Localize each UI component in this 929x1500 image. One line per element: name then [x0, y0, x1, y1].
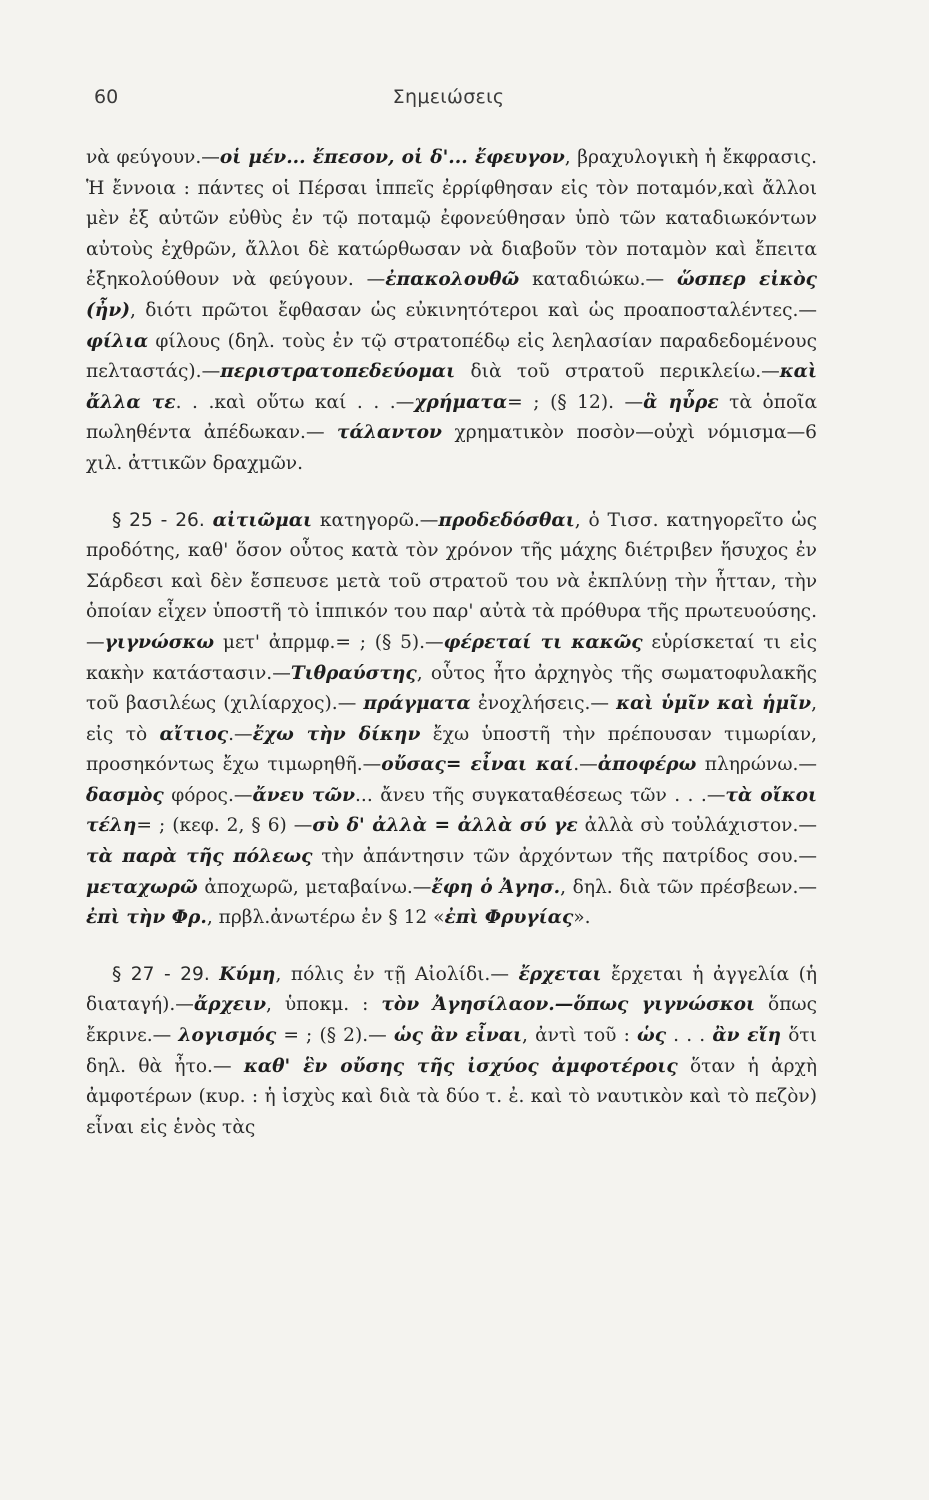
lemma: φέρεταί τι κακῶς — [443, 631, 643, 653]
lemma: ἔφη ὁ Ἀγησ. — [431, 876, 561, 898]
note-paragraph — [86, 143, 817, 480]
gloss-text: ὅτι δηλ. θὰ ἦτο.— — [86, 1025, 817, 1077]
lemma: καὶ ὑμῖν καὶ ἡμῖν — [616, 693, 812, 715]
gloss-text: καταδιώκω.— — [519, 269, 677, 291]
lemma: χρήματα — [414, 391, 508, 413]
gloss-text: χρηματικὸν ποσὸν—οὐχὶ νόμισμα—6 χιλ. ἀττικῶν δραχμῶν. — [86, 422, 817, 474]
gloss-text: ὅταν ἡ ἀρχὴ ἀμφοτέρων (κυρ. : ἡ ἰσχὺς καὶ διὰ τὰ δύο τ. ἐ. καὶ τὸ ναυτικὸν καὶ τὸ πεζὸν) εἶναι εἰς ἑνὸς τὰς — [86, 1055, 817, 1138]
lemma: Κύμη — [219, 963, 276, 985]
notes-body — [86, 143, 817, 1143]
lemma: ἐπὶ τὴν Φρ. — [86, 907, 207, 929]
gloss-text: . . .καὶ οὕτω καί . . .— — [175, 391, 415, 413]
gloss-text: , ὑποκμ. : — [266, 994, 382, 1016]
gloss-text: νὰ φεύγουν.— — [86, 147, 220, 168]
lemma: πράγματα — [363, 693, 471, 715]
gloss-text: τὰ ὁποῖα πωληθέντα ἀπέδωκαν.— — [86, 391, 817, 444]
section-marker: § 27 - 29. — [112, 963, 220, 985]
lemma: Τιθραύστης — [290, 662, 417, 684]
lemma: ἔρχεται — [518, 963, 602, 985]
gloss-text: , βραχυλογικὴ ἡ ἔκφρασις. Ἡ ἔννοια : πάντες οἱ Πέρσαι ἱππεῖς ἐρρίφθησαν εἰς τὸν ποταμόν,καὶ ἄλλοι μὲν ἐξ αὐτῶν εὐθὺς ἐν τῷ ποταμῷ ἐφονεύθησαν ὑπὸ τῶν καταδιωκόντων αὐτοὺς ἐχθρῶν, ἄλλοι δὲ κατώρθωσαν νὰ διαβοῦν τὸν ποταμὸν καὶ ἔπειτα ἐξηκολούθουν νὰ φεύγουν. — — [86, 147, 817, 291]
lemma: τὸν Ἀγησίλαον.—ὅπως γιγνώσκοι — [381, 994, 756, 1016]
page-number: 60 — [94, 86, 119, 108]
lemma: οἱ μέν... ἔπεσον, οἱ δ'... ἔφευγον — [219, 147, 565, 168]
gloss-text: , δηλ. διὰ τῶν πρέσβεων.— — [560, 876, 817, 898]
gloss-text: εὑρίσκεταί τι εἰς κακὴν κατάστασιν.— — [86, 631, 817, 684]
gloss-text: ». — [573, 907, 591, 929]
gloss-text: , εἰς τὸ — [86, 693, 817, 745]
lemma: ἐπακολουθῶ — [385, 269, 520, 291]
note-paragraph — [86, 506, 817, 934]
gloss-text: , διότι πρῶτοι ἔφθασαν ὡς εὐκινητότεροι καὶ ὡς προαποσταλέντες.— — [130, 299, 817, 321]
lemma: αἰτιῶμαι — [212, 509, 313, 531]
gloss-text: , ὁ Τισσ. κατηγορεῖτο ὡς προδότης, καθ' ὅσον οὗτος κατὰ τὸν χρόνον τῆς μάχης διέτριβεν ἥσυχος ἐν Σάρδεσι καὶ δὲν ἔσπευσε μετὰ τοῦ στρατοῦ του νὰ ἐκπλύνῃ τὴν ἧτταν, τὴν ὁποίαν εἶχεν ὑποστῆ τὸ ἱππικόν του παρ' αὐτὰ τὰ πρόθυρα τῆς πρωτευούσης. — — [86, 509, 817, 653]
lemma: ὥσπερ εἰκὸς (ἦν) — [86, 269, 817, 321]
lemma: τὰ παρὰ τῆς πόλεως — [86, 846, 313, 868]
lemma: ἀποφέρω — [597, 754, 697, 776]
note-paragraph — [86, 960, 817, 1144]
gloss-text: , ἀντὶ τοῦ : — [522, 1025, 637, 1047]
lemma: ὡς — [637, 1025, 667, 1047]
lemma: ἃ ηὗρε — [643, 391, 719, 413]
lemma: ἂν εἴη — [712, 1025, 782, 1047]
lemma: ἄρχειν — [193, 994, 267, 1016]
section-marker: § 25 - 26. — [112, 509, 213, 531]
gloss-text: φόρος.— — [163, 784, 253, 806]
lemma: περιστρατοπεδεύομαι — [220, 361, 456, 383]
lemma: τάλαντον — [337, 422, 442, 444]
gloss-text: ὅπως ἔκρινε.— — [86, 994, 817, 1047]
gloss-text: = ; (§ 2).— — [276, 1025, 394, 1047]
lemma: καθ' ἓν οὔσης τῆς ἰσχύος ἀμφοτέροις — [243, 1055, 678, 1077]
lemma: λογισμός — [178, 1025, 277, 1047]
gloss-text: ἔρχεται ἡ ἀγγελία (ἡ διαταγή).— — [86, 963, 817, 1016]
gloss-text: κατηγορῶ.— — [312, 509, 439, 531]
running-title: Σημειώσεις — [392, 86, 505, 108]
gloss-text: .— — [228, 723, 253, 745]
lemma: ὡς ἂν εἶναι — [393, 1025, 523, 1047]
gloss-text: ... ἄνευ τῆς συγκαταθέσεως τῶν . . .— — [355, 784, 726, 806]
lemma: ἔχω τὴν δίκην — [252, 723, 421, 745]
gloss-text: , οὗτος ἦτο ἀρχηγὸς τῆς σωματοφυλακῆς τοῦ βασιλέως (χιλίαρχος).— — [86, 662, 817, 715]
lemma: οὔσας= εἶναι καί — [381, 754, 574, 776]
gloss-text: . . . — [666, 1025, 713, 1047]
gloss-text: ἐνοχλήσεις.— — [470, 693, 617, 715]
gloss-text: τὴν ἀπάντησιν τῶν ἀρχόντων τῆς πατρίδος σου.— — [312, 846, 818, 868]
gloss-text: ἀλλὰ σὺ τοὐλάχιστον.— — [577, 815, 817, 837]
gloss-text: ἀποχωρῶ, μεταβαίνω.— — [197, 876, 432, 898]
lemma: σὺ δ' ἀλλὰ = ἀλλὰ σύ γε — [312, 815, 578, 837]
lemma: προδεδόσθαι — [438, 509, 575, 531]
lemma: τὰ οἴκοι τέλη — [86, 784, 817, 837]
gloss-text: , πόλις ἐν τῇ Αἰολίδι.— — [275, 963, 519, 985]
lemma: μεταχωρῶ — [86, 876, 198, 898]
gloss-text: = ; (κεφ. 2, § 6) — — [136, 815, 313, 837]
gloss-text: , πρβλ.ἀνωτέρω ἐν § 12 « — [206, 907, 445, 929]
gloss-text: .— — [573, 754, 598, 776]
gloss-text: πληρώνω.— — [696, 754, 817, 776]
lemma: αἴτιος — [159, 723, 229, 745]
gloss-text: φίλους (δηλ. τοὺς ἐν τῷ στρατοπέδῳ εἰς λεηλασίαν παραδεδομένους πελταστάς).— — [86, 330, 817, 383]
lemma: ἐπὶ Φρυγίας — [444, 907, 574, 929]
lemma: ἄνευ τῶν — [252, 784, 356, 806]
lemma: καὶ ἄλλα τε — [86, 361, 817, 413]
gloss-text: μετ' ἀπρμφ.= ; (§ 5).— — [214, 631, 444, 653]
gloss-text: ἔχω ὑποστῆ τὴν πρέπουσαν τιμωρίαν, προσηκόντως ἔχω τιμωρηθῆ.— — [86, 723, 817, 776]
lemma: γιγνώσκω — [104, 631, 215, 653]
gloss-text: = ; (§ 12). — — [507, 391, 644, 413]
gloss-text: διὰ τοῦ στρατοῦ περικλείω.— — [455, 361, 780, 383]
lemma: φίλια — [86, 330, 149, 352]
page-header — [86, 86, 811, 118]
lemma: δασμὸς — [86, 784, 164, 806]
